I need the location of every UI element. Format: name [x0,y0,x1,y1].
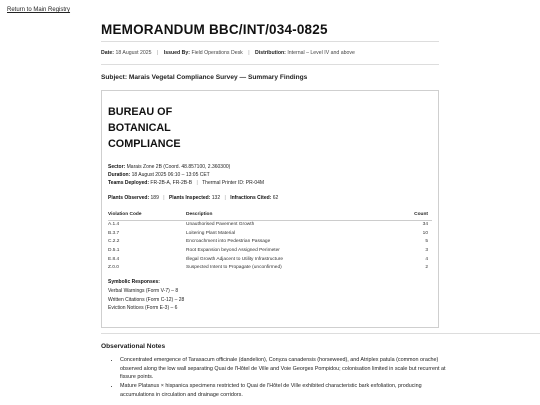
memo-title: MEMORANDUM BBC/INT/034-0825 [101,22,328,37]
table-row [108,220,432,229]
table-row [108,255,432,264]
plants-inspected-label: Plants Inspected: [168,195,211,201]
plants-inspected-value: 132 [211,195,221,201]
violation-description: Encroachment into Pedestrian Passage [186,239,271,245]
date-value: 18 August 2025 [115,50,152,56]
bureau-heading [108,104,181,152]
observations-title: Observational Notes [101,343,166,350]
table-row [108,238,432,247]
distribution-value: Internal – Level IV and above [287,50,355,56]
sector-line [108,164,230,170]
bureau-line: BUREAU OF [108,106,173,118]
distribution-label: Distribution: [255,50,286,56]
observations-list [108,356,454,400]
infractions-label: Infractions Cited: [230,195,272,201]
plant-stats-line [108,195,278,201]
memo-subject: Subject: Marais Vegetal Compliance Survey — Summary Findings [101,74,308,81]
violation-description: Suspected Intent to Propagate (unconfirmed) [186,265,282,271]
teams-line [108,180,264,186]
symbolic-response-item: Eviction Notices (Form E-3) – 6 [108,305,178,311]
meta-divider [101,64,439,65]
title-divider [101,41,439,42]
violation-count: 5 [425,239,428,245]
symbolic-response-item: Written Citations (Form C-12) – 28 [108,296,185,303]
violation-count: 3 [425,248,428,254]
issued-value: Field Operations Desk [191,50,243,56]
bureau-line: BOTANICAL [108,122,171,134]
col-header-count: Count [394,211,432,220]
violation-count: 34 [422,222,428,228]
violation-code: D.5.1 [108,248,120,254]
teams-label: Teams Deployed: [108,180,150,186]
violation-count: 4 [425,256,428,262]
separator: | [248,50,250,56]
printer-value: Thermal Printer ID: PR-04M [202,180,265,186]
plants-observed-value: 189 [150,195,159,201]
violation-count: 2 [425,265,428,271]
separator: | [156,50,159,56]
observations-divider [101,333,540,334]
table-header-row [108,211,432,220]
col-header-code: Violation Code [108,211,186,220]
return-to-registry-link[interactable]: Return to Main Registry [7,7,71,13]
table-row [108,263,432,272]
separator: | [196,180,198,186]
sector-label: Sector: [108,164,126,170]
compliance-report-panel [101,90,439,328]
plants-observed-label: Plants Observed: [108,195,150,201]
separator: | [224,195,226,201]
violations-table [108,211,432,272]
bureau-line: COMPLIANCE [108,138,181,150]
duration-line [108,172,210,178]
symbolic-responses-title [108,279,160,285]
list-item: • Mature Platanus × hispanica specimens restricted to Quai de l'Hôtel de Ville exhibited characteristic bark exfoliation, producing accumulations in circulation and drainage corridors. [120,382,454,399]
symbolic-response-item: Verbal Warnings (Form V-7) – 8 [108,288,179,294]
violation-code: A.1.4 [108,222,120,228]
date-label: Date: [101,50,114,56]
infractions-value: 62 [272,195,279,201]
violation-count: 10 [422,230,428,236]
col-header-description: Description [186,211,394,220]
list-item: • Concentrated emergence of Taraxacum officinale (dandelion), Conyza canadensis (horseweed), and Atriplex patula (common orache) observed along the low wall separating Quai de l'Hôtel de Ville and Voie Georges Pompidou; colonisation limited in scale but recurrent at fissure points. [120,356,454,382]
violation-description: Illegal Growth Adjacent to Utility Infrastructure [186,256,284,262]
violation-code: E.8.4 [108,256,120,262]
violation-code: B.3.7 [108,230,120,236]
separator: | [163,195,165,201]
teams-value: FR-2B-A, FR-2B-B [150,180,193,186]
table-row [108,246,432,255]
table-row [108,229,432,238]
memo-meta [101,50,355,56]
symbolic-responses-label: Symbolic Responses: [108,279,160,285]
issued-label: Issued By: [163,50,190,56]
sector-value: Marais Zone 2B (Coord. 48.857100, 2.360300) [126,164,231,170]
duration-label: Duration: [108,172,131,178]
violation-description: Root Expansion beyond Assigned Perimeter [186,248,280,254]
violation-description: Loitering Plant Material [186,230,236,236]
duration-value: 18 August 2025 06:10 – 13:05 CET [131,172,210,178]
violation-code: Z.0.0 [108,265,119,271]
violation-code: C.2.2 [108,239,120,245]
violation-description: Unauthorised Pavement Growth [186,222,255,228]
